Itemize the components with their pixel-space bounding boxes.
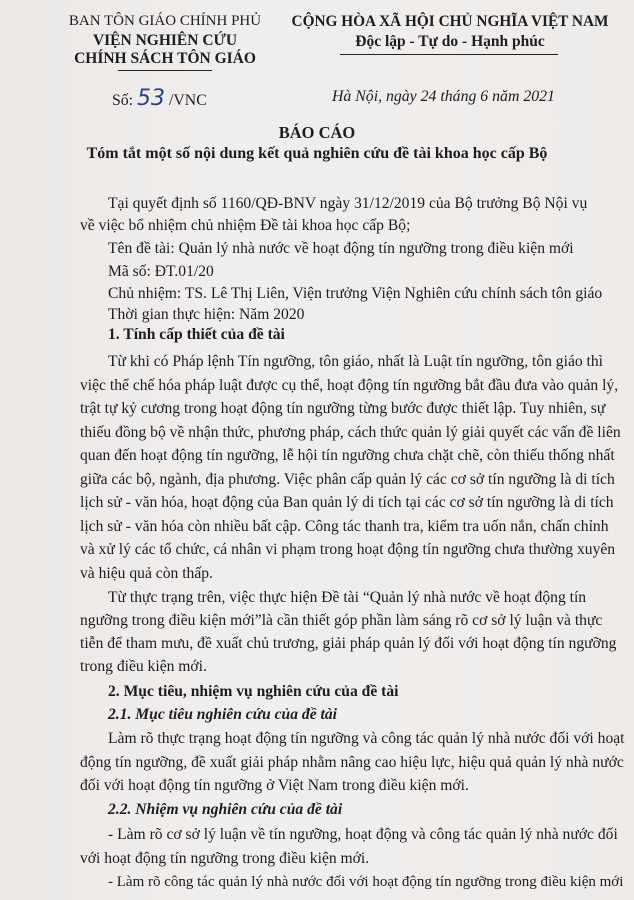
section-2-1-line: động tín ngưỡng, đề xuất giải pháp nhằm nâng cao hiệu lực, hiệu quả quản lý nhà nước: [80, 754, 624, 771]
section-1-para1-line: quan đến hoạt động tín ngưỡng, lễ hội tín ngưỡng chưa chặt chẽ, còn thiếu thống nhất: [80, 447, 615, 464]
national-motto: Độc lập - Tự do - Hạnh phúc: [355, 33, 545, 50]
implementation-time: Thời gian thực hiện: Năm 2020: [108, 306, 305, 323]
section-1-para1-line: việc thể chế hóa pháp luật được cụ thể, hoạt động tín ngưỡng bắt đầu đưa vào quản lý,: [80, 377, 619, 394]
section-2-2-line: với hoạt động tín ngưỡng trong điều kiện mới.: [80, 850, 370, 867]
intro-line: Tại quyết định số 1160/QĐ-BNV ngày 31/12/2019 của Bộ trưởng Bộ Nội vụ: [108, 195, 588, 212]
national-title: CỘNG HÒA XÃ HỘI CHỦ NGHĨA VIỆT NAM: [291, 13, 609, 30]
topic-lead: Chủ nhiệm: TS. Lê Thị Liên, Viện trưởng Viện Nghiên cứu chính sách tôn giáo: [108, 285, 603, 302]
topic-name: Tên đề tài: Quản lý nhà nước về hoạt động tín ngưỡng trong điều kiện mới: [108, 240, 574, 257]
reference-number: [112, 86, 207, 111]
section-2-1-line: đối với hoạt động tín ngưỡng ở Việt Nam trong điều kiện mới.: [80, 777, 469, 794]
section-1-para1-line: thiếu đồng bộ về nhận thức, phương pháp, cách thức quản lý giải quyết các vấn đề liên: [80, 424, 621, 441]
agency-name-line1: VIỆN NGHIÊN CỨU: [92, 32, 238, 49]
section-1-para1-line: giữa các bộ, ngành, địa phương. Việc phân cấp quản lý các cơ sở tín ngưỡng là di tích: [80, 471, 615, 488]
section-1-para1-line: trật tự kỷ cương trong hoạt động tín ngưỡng từng bước được thiết lập. Tuy nhiên, sự: [80, 400, 606, 417]
section-1-para1-line: Từ khi có Pháp lệnh Tín ngưỡng, tôn giáo, nhất là Luật tín ngưỡng, tôn giáo thì: [108, 353, 604, 370]
motto-underline: [340, 54, 558, 55]
section-2-2-line: - Làm rõ cơ sở lý luận về tín ngưỡng, hoạt động và công tác quản lý nhà nước đối: [108, 826, 618, 843]
section-1-para2-line: trong điều kiện mới.: [80, 658, 207, 675]
section-1-para1-line: và hiệu quả còn thấp.: [80, 565, 213, 582]
section-1-para1-line: lịch sử - văn hóa, hoạt động của Ban quản lý di tích tại các cơ sở tín ngưỡng là di tích: [80, 494, 614, 511]
reference-suffix: /VNC: [168, 92, 207, 109]
section-2-2-line: - Làm rõ công tác quản lý nhà nước đối với hoạt động tín ngưỡng trong điều kiện mới: [108, 874, 624, 890]
agency-underline: [118, 70, 212, 71]
topic-code: Mã số: ĐT.01/20: [108, 263, 214, 280]
section-1-para1-line: và xử lý các tổ chức, cá nhân vi phạm trong hoạt động tín ngưỡng chưa thường xuyên: [80, 541, 616, 558]
handwritten-number: 53: [137, 86, 166, 111]
section-1-heading: 1. Tính cấp thiết của đề tài: [108, 326, 285, 343]
agency-name-line2: CHÍNH SÁCH TÔN GIÁO: [74, 50, 256, 67]
section-1-para2-line: Từ thực trạng trên, việc thực hiện Đề tài “Quản lý nhà nước về hoạt động tín: [108, 589, 587, 606]
section-1-para1-line: lịch sử - văn hóa còn nhiều bất cập. Công tác thanh tra, kiểm tra uốn nắn, chấn chỉnh: [80, 518, 609, 535]
report-subtitle: Tóm tắt một số nội dung kết quả nghiên cứu đề tài khoa học cấp Bộ: [86, 145, 548, 162]
date-line: Hà Nội, ngày 24 tháng 6 năm 2021: [332, 88, 555, 105]
intro-line: về việc bổ nhiệm chủ nhiệm Đề tài khoa học cấp Bộ;: [80, 217, 411, 234]
section-2-2-heading: 2.2. Nhiệm vụ nghiên cứu của đề tài: [108, 801, 343, 818]
report-title: BÁO CÁO: [278, 123, 356, 142]
section-2-1-heading: 2.1. Mục tiêu nghiên cứu của đề tài: [108, 706, 337, 723]
agency-parent-name: BAN TÔN GIÁO CHÍNH PHỦ: [68, 13, 262, 29]
section-2-heading: 2. Mục tiêu, nhiệm vụ nghiên cứu của đề tài: [108, 683, 399, 700]
section-1-para2-line: tiễn để tham mưu, đề xuất chủ trương, giải pháp quản lý đối với hoạt động tín ngưỡng: [80, 635, 617, 652]
reference-label: Số:: [112, 92, 134, 109]
section-2-1-line: Làm rõ thực trạng hoạt động tín ngưỡng và công tác quản lý nhà nước đối với hoạt: [108, 730, 625, 747]
section-1-para2-line: ngưỡng trong điều kiện mới”là cần thiết góp phần làm sáng rõ cơ sở lý luận và thực: [80, 612, 603, 629]
